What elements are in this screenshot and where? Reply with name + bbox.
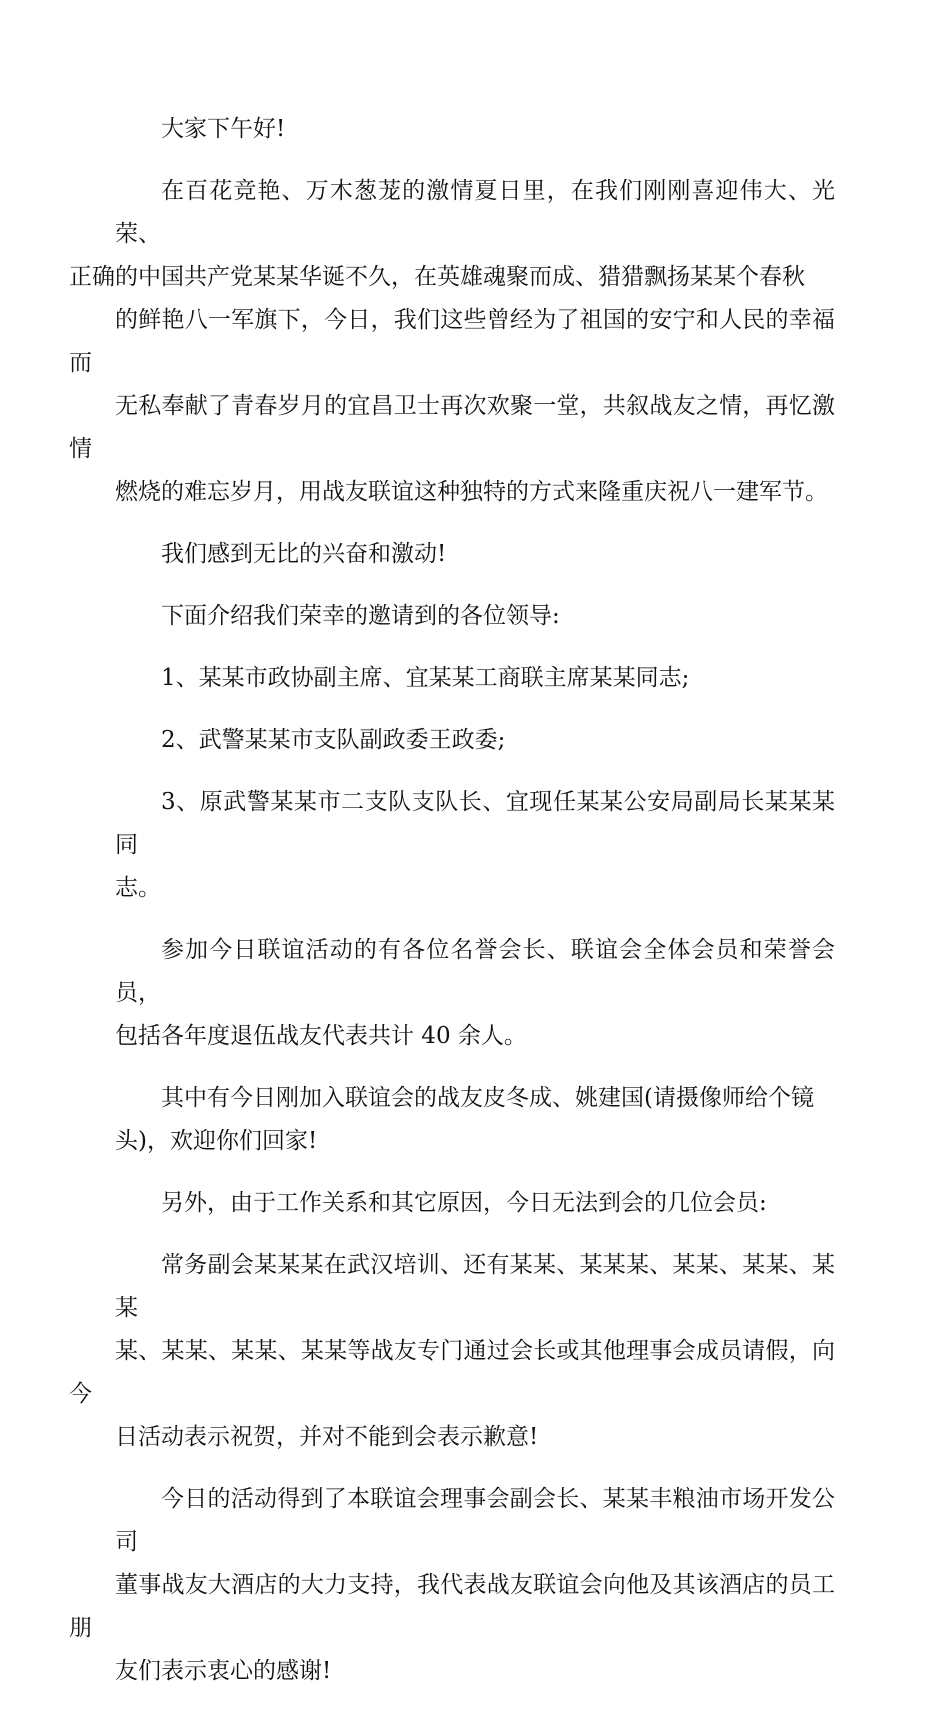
text-line: 另外，由于工作关系和其它原因，今日无法到会的几位会员: [161,1190,767,1216]
text-line: 正确的中国共产党某某华诞不久，在英雄魂聚而成、猎猎飘扬某某个春秋 [69,264,805,290]
text-line: 友们表示衷心的感谢! [115,1658,332,1684]
document-body [69,108,835,1712]
text-line: 下面介绍我们荣幸的邀请到的各位领导: [161,603,560,629]
paragraph-new-members [115,1077,835,1163]
text-line: 常务副会某某某在武汉培训、还有某某、某某某、某某、某某、某某 [115,1252,835,1321]
text-line: 其中有今日刚加入联谊会的战友皮冬成、姚建国(请摄像师给个镜 [161,1085,814,1111]
list-item-leader-3 [115,781,835,910]
text-line: 志。 [115,875,161,901]
text-line: 包括各年度退伍战友代表共计 40 余人。 [115,1023,527,1049]
text-line: 在百花竞艳、万木葱茏的激情夏日里，在我们刚刚喜迎伟大、光荣、 [115,178,835,247]
paragraph-absent-intro [115,1182,835,1225]
text-line: 的鲜艳八一军旗下，今日，我们这些曾经为了祖国的安宁和人民的幸福而 [69,307,835,376]
paragraph-excitement [115,533,835,576]
text-line: 3、原武警某某市二支队支队长、宜现任某某公安局副局长某某某同 [115,789,835,858]
text-line: 日活动表示祝贺，并对不能到会表示歉意! [115,1424,539,1450]
list-item-leader-2 [115,719,835,762]
paragraph-attendees [115,929,835,1058]
paragraph-absent-members [69,1244,835,1459]
text-line: 今日的活动得到了本联谊会理事会副会长、某某丰粮油市场开发公司 [115,1486,835,1555]
list-item-leader-1 [115,657,835,700]
text-line: 无私奉献了青春岁月的宜昌卫士再次欢聚一堂，共叙战友之情，再忆激情 [69,393,835,462]
text-line: 头)，欢迎你们回家! [115,1128,318,1154]
text-line: 2、武警某某市支队副政委王政委; [161,727,506,753]
text-line: 某、某某、某某、某某等战友专门通过会长或其他理事会成员请假，向今 [69,1338,835,1407]
text-line: 燃烧的难忘岁月，用战友联谊这种独特的方式来隆重庆祝八一建军节。 [115,479,828,505]
text-line: 董事战友大酒店的大力支持，我代表战友联谊会向他及其该酒店的员工朋 [69,1572,835,1641]
text-line: 1、某某市政协副主席、宜某某工商联主席某某同志; [161,665,690,691]
text-line: 参加今日联谊活动的有各位名誉会长、联谊会全体会员和荣誉会员， [115,937,835,1006]
paragraph-leaders-intro [115,595,835,638]
paragraph-greeting [115,108,835,151]
paragraph-opening [69,170,835,514]
text-line: 我们感到无比的兴奋和激动! [161,541,447,567]
text-line: 大家下午好! [161,116,286,142]
paragraph-thanks [69,1478,835,1693]
